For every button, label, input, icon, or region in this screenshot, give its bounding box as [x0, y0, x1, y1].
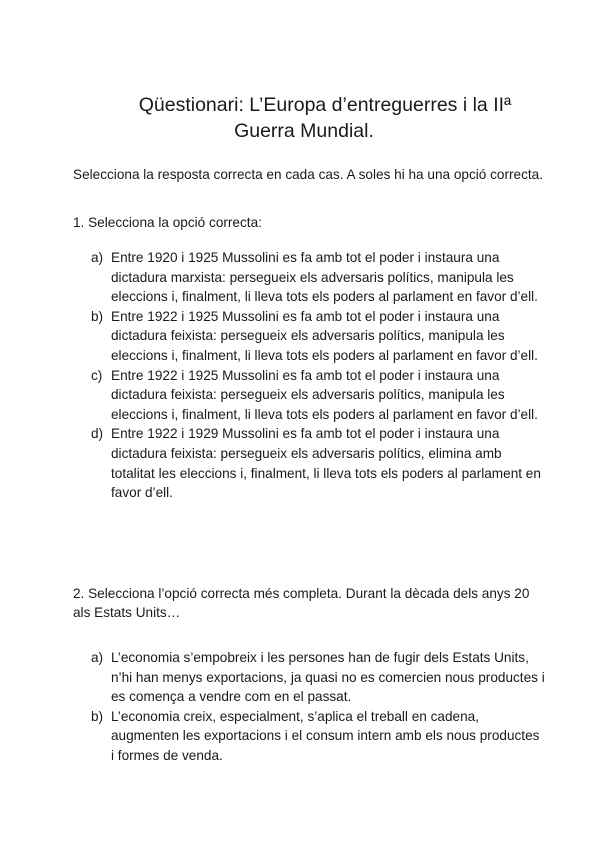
option-text: Entre 1920 i 1925 Mussolini es fa amb tot el poder i instaura una dictadura marxista: persegueix els adversaris polítics, manipula les eleccions i, finalment, li lleva tots els poders al parlament en favor d’ell. [111, 250, 538, 305]
option-text: Entre 1922 i 1925 Mussolini es fa amb tot el poder i instaura una dictadura feixista: persegueix els adversaris polítics, manipula les eleccions i, finalment, li lleva tots els poders al parlament en favor d’ell. [111, 308, 538, 363]
option-text: L’economia s’empobreix i les persones han de fugir dels Estats Units, n’hi han menys exportacions, ja quasi no es comercien nous productes i es comença a vendre com en el passat. [111, 650, 545, 705]
option-text: Entre 1922 i 1925 Mussolini es fa amb tot el poder i instaura una dictadura feixista: persegueix els adversaris polítics, manipula les eleccions i, finalment, li lleva tots els poders al parlament en favor d’ell. [111, 367, 538, 422]
option-2b[interactable] [91, 707, 546, 766]
option-1b[interactable] [91, 307, 546, 366]
title-line-1: Qüestionari: L’Europa d’entreguerres i la IIª [138, 94, 512, 116]
option-text: Entre 1922 i 1929 Mussolini es fa amb tot el poder i instaura una dictadura feixista: persegueix els adversaris polítics, elimina amb totalitat les eleccions i, finalment, li lleva tots els poders al parlament en favor d’ell. [111, 426, 541, 501]
question-1-prompt: 1. Selecciona la opció correcta: [73, 215, 262, 230]
option-text: L’economia creix, especialment, s’aplica el treball en cadena, augmenten les exportacions i el consum intern amb els nous productes i formes de venda. [111, 708, 540, 763]
option-letter: a) [91, 250, 104, 265]
option-letter: b) [91, 308, 104, 324]
option-1d[interactable] [91, 424, 546, 502]
option-letter: b) [91, 708, 104, 724]
title-line-2: Guerra Mundial. [234, 120, 374, 142]
option-1c[interactable] [91, 366, 546, 425]
question-1-options [91, 248, 546, 503]
instructions: Selecciona la resposta correcta en cada cas. A soles hi ha una opció correcta. [73, 167, 544, 182]
option-letter: a) [91, 650, 104, 665]
question-2-prompt: 2. Selecciona l’opció correcta més completa. Durant la dècada dels anys 20 als Estats Units… [73, 586, 530, 620]
option-1a[interactable] [91, 248, 546, 307]
option-letter: c) [91, 367, 103, 383]
option-letter: d) [91, 426, 104, 442]
option-2a[interactable] [91, 648, 546, 707]
question-2-options [91, 648, 546, 766]
document-title [0, 92, 600, 144]
